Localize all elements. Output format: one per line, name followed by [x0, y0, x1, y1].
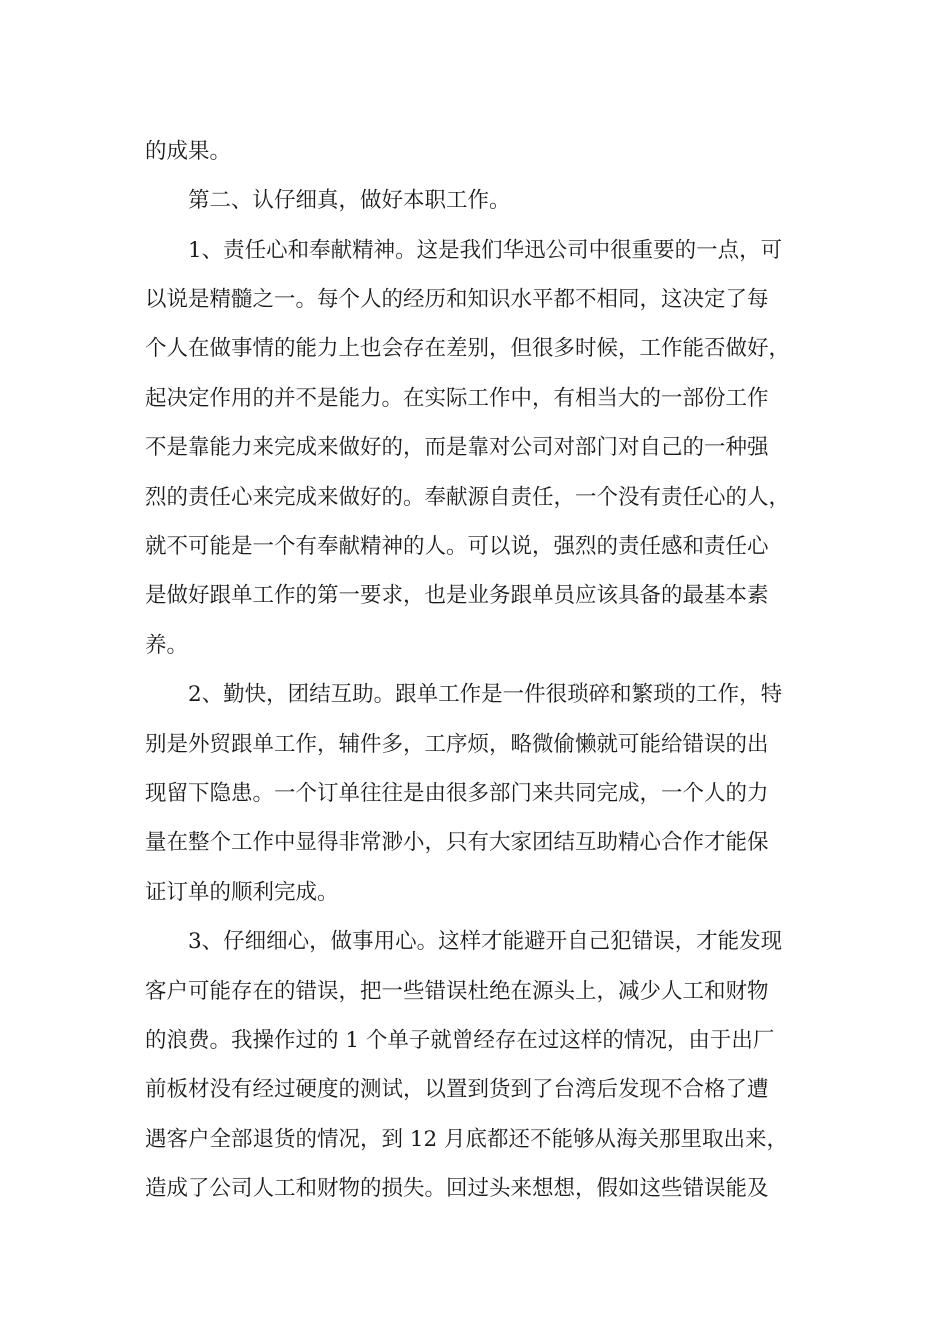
section-heading: 第二、认仔细真，做好本职工作。 [188, 188, 511, 213]
text-line: 就不可能是一个有奉献精神的人。可以说，强烈的责任感和责任心 [145, 534, 769, 559]
text-line: 个人在做事情的能力上也会存在差别，但很多时候，工作能否做好， [145, 336, 791, 361]
text-line: 2、勤快，团结互助。跟单工作是一件很琐碎和繁琐的工作，特 [188, 682, 783, 707]
text-line: 是做好跟单工作的第一要求，也是业务跟单员应该具备的最基本素 [145, 583, 769, 608]
text-line: 养。 [145, 633, 189, 658]
text-line: 别是外贸跟单工作，辅件多，工序烦，略微偷懒就可能给错误的出 [145, 732, 769, 757]
text-line: 的浪费。我操作过的 1 个单子就曾经存在过这样的情况，由于出厂 [145, 1028, 775, 1053]
text-line: 烈的责任心来完成来做好的。奉献源自责任，一个没有责任心的人， [145, 485, 791, 510]
text-line: 不是靠能力来完成来做好的，而是靠对公司对部门对自己的一种强 [145, 435, 769, 460]
text-line: 3、仔细细心，做事用心。这样才能避开自己犯错误，才能发现 [188, 929, 783, 954]
text-line: 以说是精髓之一。每个人的经历和知识水平都不相同，这决定了每 [145, 287, 769, 312]
text-line: 1、责任心和奉献精神。这是我们华迅公司中很重要的一点，可 [188, 238, 783, 263]
text-line: 起决定作用的并不是能力。在实际工作中，有相当大的一部份工作 [145, 386, 769, 411]
text-line: 前板材没有经过硬度的测试，以置到货到了台湾后发现不合格了遭 [145, 1077, 769, 1102]
text-line: 量在整个工作中显得非常渺小，只有大家团结互助精心合作才能保 [145, 830, 769, 855]
text-line: 遇客户全部退货的情况，到 12 月底都还不能够从海关那里取出来， [145, 1127, 789, 1152]
text-line: 客户可能存在的错误，把一些错误杜绝在源头上，减少人工和财物 [145, 979, 769, 1004]
text-line: 造成了公司人工和财物的损失。回过头来想想，假如这些错误能及 [145, 1176, 769, 1201]
text-line: 的成果。 [145, 139, 232, 164]
text-line: 现留下隐患。一个订单往往是由很多部门来共同完成，一个人的力 [145, 781, 769, 806]
text-line: 证订单的顺利完成。 [145, 880, 339, 905]
